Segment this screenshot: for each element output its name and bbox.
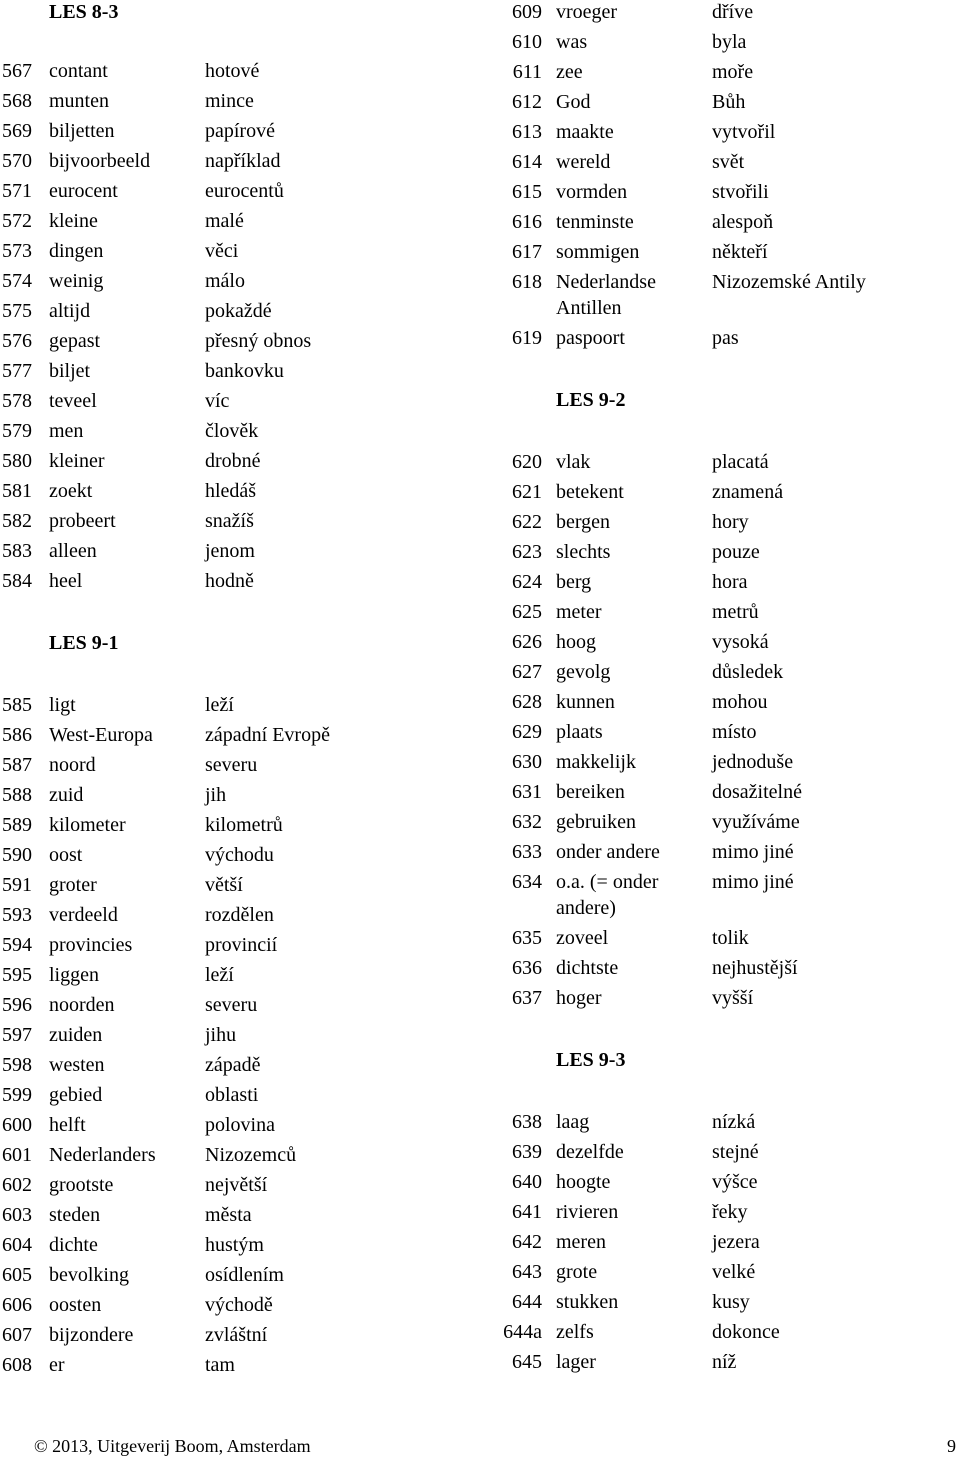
dutch-word: was xyxy=(556,31,588,53)
vocab-row xyxy=(0,867,960,923)
czech-translation: severu xyxy=(205,754,258,776)
vocab-row xyxy=(0,1347,960,1377)
czech-translation: dosažitelné xyxy=(712,781,802,803)
vocab-row xyxy=(0,1227,960,1257)
entry-number: 575 xyxy=(2,300,32,322)
czech-translation: malé xyxy=(205,210,244,232)
czech-translation: eurocentů xyxy=(205,180,284,202)
entry-number: 620 xyxy=(512,451,542,473)
entry-number: 622 xyxy=(512,511,542,533)
entry-number: 578 xyxy=(2,390,32,412)
entry-number: 639 xyxy=(512,1141,542,1163)
entry-number: 580 xyxy=(2,450,32,472)
vocab-row xyxy=(0,953,960,983)
vocab-row xyxy=(0,147,960,177)
czech-translation: provincií xyxy=(205,934,278,956)
vocab-row xyxy=(0,267,960,323)
entry-number: 636 xyxy=(512,957,542,979)
entry-number: 612 xyxy=(512,91,542,113)
entry-number: 595 xyxy=(2,964,32,986)
czech-translation: mohou xyxy=(712,691,768,713)
dutch-word: zelfs xyxy=(556,1321,594,1343)
czech-translation: polovina xyxy=(205,1114,275,1136)
czech-translation: západní Evropě xyxy=(205,724,330,746)
vocab-row xyxy=(0,0,960,27)
dutch-word: makkelijk xyxy=(556,751,636,773)
entry-number: 600 xyxy=(2,1114,32,1136)
vocab-row xyxy=(0,983,960,1013)
czech-translation: leží xyxy=(205,964,234,986)
czech-translation: snažíš xyxy=(205,510,254,532)
czech-translation: mince xyxy=(205,90,254,112)
vocab-list xyxy=(0,447,960,1013)
dutch-word: vlak xyxy=(556,451,591,473)
vocab-row xyxy=(0,1197,960,1227)
vocab-row xyxy=(0,807,960,837)
czech-translation: stvořili xyxy=(712,181,769,203)
entry-number: 607 xyxy=(2,1324,32,1346)
entry-number: 618 xyxy=(512,271,542,293)
entry-number: 583 xyxy=(2,540,32,562)
dutch-word: steden xyxy=(49,1204,101,1226)
czech-translation: výšce xyxy=(712,1171,758,1193)
czech-translation: východě xyxy=(205,1294,273,1316)
vocab-row xyxy=(0,207,960,237)
dutch-word: bevolking xyxy=(49,1264,129,1286)
dutch-word: kleine xyxy=(49,210,98,232)
entry-number: 625 xyxy=(512,601,542,623)
vocab-row xyxy=(0,717,960,747)
dutch-word: dichtste xyxy=(556,957,619,979)
lesson-heading: LES 9-3 xyxy=(556,1049,626,1071)
entry-number: 571 xyxy=(2,180,32,202)
dutch-word: God xyxy=(556,91,591,113)
dutch-word: West-Europa xyxy=(49,724,153,746)
vocab-row xyxy=(0,117,960,147)
entry-number: 610 xyxy=(512,31,542,53)
dutch-word: men xyxy=(49,420,84,442)
dutch-word: teveel xyxy=(49,390,97,412)
entry-number: 568 xyxy=(2,90,32,112)
vocab-row xyxy=(0,27,960,57)
entry-number: 614 xyxy=(512,151,542,173)
dutch-word: lager xyxy=(556,1351,596,1373)
vocab-row xyxy=(0,87,960,117)
entry-number: 577 xyxy=(2,360,32,382)
entry-number: 606 xyxy=(2,1294,32,1316)
vocab-row xyxy=(0,57,960,87)
dutch-word: noord xyxy=(49,754,96,776)
dutch-word: gebruiken xyxy=(556,811,636,833)
czech-translation: málo xyxy=(205,270,245,292)
dutch-word: westen xyxy=(49,1054,105,1076)
entry-number: 638 xyxy=(512,1111,542,1133)
czech-translation: východu xyxy=(205,844,274,866)
dutch-word: bergen xyxy=(556,511,611,533)
entry-number: 601 xyxy=(2,1144,32,1166)
czech-translation: kilometrů xyxy=(205,814,283,836)
czech-translation: řeky xyxy=(712,1201,748,1223)
dutch-word: sommigen xyxy=(556,241,640,263)
czech-translation: bankovku xyxy=(205,360,284,382)
czech-translation: západě xyxy=(205,1054,261,1076)
dutch-word: hoog xyxy=(556,631,596,653)
entry-number: 603 xyxy=(2,1204,32,1226)
dutch-word: weinig xyxy=(49,270,104,292)
entry-number: 637 xyxy=(512,987,542,1009)
czech-translation: alespoň xyxy=(712,211,774,233)
dutch-word: oosten xyxy=(49,1294,102,1316)
czech-translation: moře xyxy=(712,61,754,83)
entry-number: 630 xyxy=(512,751,542,773)
entry-number: 635 xyxy=(512,927,542,949)
vocab-row xyxy=(0,627,960,657)
entry-number: 584 xyxy=(2,570,32,592)
czech-translation: vytvořil xyxy=(712,121,776,143)
czech-translation: kusy xyxy=(712,1291,750,1313)
czech-translation: vyšší xyxy=(712,987,754,1009)
dutch-word: plaats xyxy=(556,721,603,743)
czech-translation: zvláštní xyxy=(205,1324,268,1346)
vocab-row xyxy=(0,597,960,627)
czech-translation: největší xyxy=(205,1174,268,1196)
czech-translation: pouze xyxy=(712,541,760,563)
vocab-row xyxy=(0,237,960,267)
vocab-row xyxy=(0,923,960,953)
czech-translation: velké xyxy=(712,1261,756,1283)
dutch-word: kunnen xyxy=(556,691,615,713)
entry-number: 629 xyxy=(512,721,542,743)
czech-translation: níž xyxy=(712,1351,737,1373)
czech-translation: placatá xyxy=(712,451,769,473)
entry-number: 597 xyxy=(2,1024,32,1046)
entry-number: 593 xyxy=(2,904,32,926)
entry-number: 602 xyxy=(2,1174,32,1196)
czech-translation: vysoká xyxy=(712,631,769,653)
dutch-word: Nederlandse Antillen xyxy=(556,271,656,319)
czech-translation: mimo jiné xyxy=(712,841,794,863)
dutch-word: gebied xyxy=(49,1084,103,1106)
vocab-row xyxy=(0,1107,960,1137)
entry-number: 632 xyxy=(512,811,542,833)
entry-number: 623 xyxy=(512,541,542,563)
entry-number: 598 xyxy=(2,1054,32,1076)
vocab-row xyxy=(0,177,960,207)
entry-number: 609 xyxy=(512,1,542,23)
dutch-word: provincies xyxy=(49,934,133,956)
dutch-word: munten xyxy=(49,90,109,112)
entry-number: 621 xyxy=(512,481,542,503)
entry-number: 573 xyxy=(2,240,32,262)
czech-translation: osídlením xyxy=(205,1264,284,1286)
czech-translation: přesný obnos xyxy=(205,330,312,352)
dutch-word: noorden xyxy=(49,994,115,1016)
entry-number: 624 xyxy=(512,571,542,593)
czech-translation: svět xyxy=(712,151,745,173)
dutch-word: zee xyxy=(556,61,583,83)
czech-translation: tam xyxy=(205,1354,235,1376)
dutch-word: o.a. (= onder andere) xyxy=(556,871,659,919)
dutch-word: heel xyxy=(49,570,83,592)
dutch-word: tenminste xyxy=(556,211,634,233)
entry-number: 569 xyxy=(2,120,32,142)
entry-number: 604 xyxy=(2,1234,32,1256)
dutch-word: paspoort xyxy=(556,327,625,349)
czech-translation: využíváme xyxy=(712,811,800,833)
dutch-word: meter xyxy=(556,601,602,623)
czech-translation: jenom xyxy=(205,540,255,562)
czech-translation: důsledek xyxy=(712,661,784,683)
entry-number: 570 xyxy=(2,150,32,172)
vocab-list xyxy=(0,0,960,353)
dutch-word: verdeeld xyxy=(49,904,118,926)
entry-number: 628 xyxy=(512,691,542,713)
czech-translation: jihu xyxy=(205,1024,237,1046)
czech-translation: hustým xyxy=(205,1234,264,1256)
entry-number: 594 xyxy=(2,934,32,956)
entry-number: 590 xyxy=(2,844,32,866)
entry-number: 589 xyxy=(2,814,32,836)
czech-translation: hodně xyxy=(205,570,254,592)
vocab-row xyxy=(0,1257,960,1287)
lesson-heading: LES 9-2 xyxy=(556,389,626,411)
dutch-word: wereld xyxy=(556,151,611,173)
entry-number: 643 xyxy=(512,1261,542,1283)
czech-translation: hledáš xyxy=(205,480,257,502)
czech-translation: tolik xyxy=(712,927,749,949)
vocab-row xyxy=(0,537,960,567)
entry-number: 585 xyxy=(2,694,32,716)
vocab-list xyxy=(0,1107,960,1377)
czech-translation: Bůh xyxy=(712,91,746,113)
dutch-word: vormden xyxy=(556,181,628,203)
entry-number: 574 xyxy=(2,270,32,292)
entry-number: 644a xyxy=(503,1321,542,1343)
dutch-word: groter xyxy=(49,874,97,896)
dutch-word: Nederlanders xyxy=(49,1144,156,1166)
czech-translation: Nizozemců xyxy=(205,1144,297,1166)
dutch-word: kilometer xyxy=(49,814,126,836)
czech-translation: severu xyxy=(205,994,258,1016)
czech-translation: dříve xyxy=(712,1,754,23)
entry-number: 611 xyxy=(512,61,542,83)
dutch-word: biljet xyxy=(49,360,91,382)
dutch-word: zoveel xyxy=(556,927,609,949)
dutch-word: betekent xyxy=(556,481,624,503)
dutch-word: maakte xyxy=(556,121,614,143)
czech-translation: víc xyxy=(205,390,230,412)
entry-number: 642 xyxy=(512,1231,542,1253)
vocab-row xyxy=(0,837,960,867)
entry-number: 608 xyxy=(2,1354,32,1376)
dutch-word: gevolg xyxy=(556,661,611,683)
czech-translation: jih xyxy=(205,784,227,806)
entry-number: 576 xyxy=(2,330,32,352)
dutch-word: dichte xyxy=(49,1234,98,1256)
czech-translation: místo xyxy=(712,721,757,743)
dutch-word: onder andere xyxy=(556,841,660,863)
dutch-word: laag xyxy=(556,1111,590,1133)
czech-translation: člověk xyxy=(205,420,259,442)
dutch-word: vroeger xyxy=(556,1,618,23)
czech-translation: někteří xyxy=(712,241,768,263)
entry-number: 581 xyxy=(2,480,32,502)
czech-translation: pokaždé xyxy=(205,300,272,322)
entry-number: 586 xyxy=(2,724,32,746)
entry-number: 626 xyxy=(512,631,542,653)
copyright-text: © 2013, Uitgeverij Boom, Amsterdam xyxy=(34,1436,311,1456)
dutch-word: hoogte xyxy=(556,1171,611,1193)
czech-translation: oblasti xyxy=(205,1084,259,1106)
dutch-word: bereiken xyxy=(556,781,625,803)
entry-number: 641 xyxy=(512,1201,542,1223)
entry-number: 613 xyxy=(512,121,542,143)
czech-translation: věci xyxy=(205,240,239,262)
czech-translation: dokonce xyxy=(712,1321,780,1343)
dutch-word: kleiner xyxy=(49,450,105,472)
vocab-row xyxy=(0,567,960,597)
dutch-word: liggen xyxy=(49,964,99,986)
entry-number: 627 xyxy=(512,661,542,683)
dutch-word: eurocent xyxy=(49,180,118,202)
page-number: 9 xyxy=(947,1436,956,1456)
czech-translation: rozdělen xyxy=(205,904,274,926)
vocab-row xyxy=(0,1167,960,1197)
czech-translation: větší xyxy=(205,874,243,896)
entry-number: 587 xyxy=(2,754,32,776)
czech-translation: hora xyxy=(712,571,748,593)
vocab-row xyxy=(0,447,960,477)
vocab-row xyxy=(0,747,960,777)
entry-number: 599 xyxy=(2,1084,32,1106)
entry-number: 616 xyxy=(512,211,542,233)
dutch-word: probeert xyxy=(49,510,116,532)
dutch-word: oost xyxy=(49,844,83,866)
czech-translation: hory xyxy=(712,511,749,533)
dutch-word: berg xyxy=(556,571,592,593)
entry-number: 634 xyxy=(512,871,542,893)
dutch-word: rivieren xyxy=(556,1201,619,1223)
czech-translation: Nizozemské Antily xyxy=(712,271,866,293)
czech-translation: byla xyxy=(712,31,747,53)
vocab-row xyxy=(0,323,960,353)
entry-number: 605 xyxy=(2,1264,32,1286)
entry-number: 615 xyxy=(512,181,542,203)
entry-number: 619 xyxy=(512,327,542,349)
vocab-row xyxy=(0,777,960,807)
dutch-word: zuid xyxy=(49,784,84,806)
dutch-word: gepast xyxy=(49,330,101,352)
entry-number: 645 xyxy=(512,1351,542,1373)
czech-translation: leží xyxy=(205,694,234,716)
vocab-row xyxy=(0,477,960,507)
dutch-word: grote xyxy=(556,1261,598,1283)
czech-translation: jezera xyxy=(712,1231,760,1253)
czech-translation: města xyxy=(205,1204,252,1226)
dutch-word: er xyxy=(49,1354,65,1376)
vocab-row xyxy=(0,1317,960,1347)
czech-translation: hotové xyxy=(205,60,260,82)
entry-number: 633 xyxy=(512,841,542,863)
lesson-heading: LES 9-1 xyxy=(49,632,119,654)
entry-number: 588 xyxy=(2,784,32,806)
page-footer xyxy=(0,1436,960,1460)
entry-number: 640 xyxy=(512,1171,542,1193)
czech-translation: stejné xyxy=(712,1141,759,1163)
entry-number: 596 xyxy=(2,994,32,1016)
czech-translation: nízká xyxy=(712,1111,756,1133)
vocab-row xyxy=(0,507,960,537)
czech-translation: papírové xyxy=(205,120,275,142)
entry-number: 644 xyxy=(512,1291,542,1313)
czech-translation: pas xyxy=(712,327,739,349)
lesson-heading: LES 8-3 xyxy=(49,1,119,23)
czech-translation: drobné xyxy=(205,450,261,472)
dutch-word: zoekt xyxy=(49,480,93,502)
dutch-word: meren xyxy=(556,1231,606,1253)
dutch-word: bijzondere xyxy=(49,1324,134,1346)
dutch-word: hoger xyxy=(556,987,602,1009)
czech-translation: metrů xyxy=(712,601,759,623)
dutch-word: dezelfde xyxy=(556,1141,624,1163)
czech-translation: mimo jiné xyxy=(712,871,794,893)
dutch-word: slechts xyxy=(556,541,611,563)
vocab-row xyxy=(0,1287,960,1317)
vocab-row xyxy=(0,687,960,717)
vocab-row xyxy=(0,1137,960,1167)
dutch-word: bijvoorbeeld xyxy=(49,150,151,172)
czech-translation: nejhustější xyxy=(712,957,798,979)
czech-translation: například xyxy=(205,150,281,172)
czech-translation: jednoduše xyxy=(712,751,794,773)
dutch-word: ligt xyxy=(49,694,76,716)
dutch-word: stukken xyxy=(556,1291,619,1313)
entry-number: 582 xyxy=(2,510,32,532)
dutch-word: alleen xyxy=(49,540,97,562)
czech-translation: znamená xyxy=(712,481,784,503)
dutch-word: grootste xyxy=(49,1174,114,1196)
dutch-word: biljetten xyxy=(49,120,115,142)
entry-number: 572 xyxy=(2,210,32,232)
entry-number: 579 xyxy=(2,420,32,442)
entry-number: 631 xyxy=(512,781,542,803)
entry-number: 617 xyxy=(512,241,542,263)
entry-number: 591 xyxy=(2,874,32,896)
dutch-word: helft xyxy=(49,1114,86,1136)
dutch-word: altijd xyxy=(49,300,91,322)
vocab-row xyxy=(0,657,960,687)
entry-number: 567 xyxy=(2,60,32,82)
dutch-word: contant xyxy=(49,60,108,82)
dutch-word: dingen xyxy=(49,240,104,262)
dutch-word: zuiden xyxy=(49,1024,103,1046)
